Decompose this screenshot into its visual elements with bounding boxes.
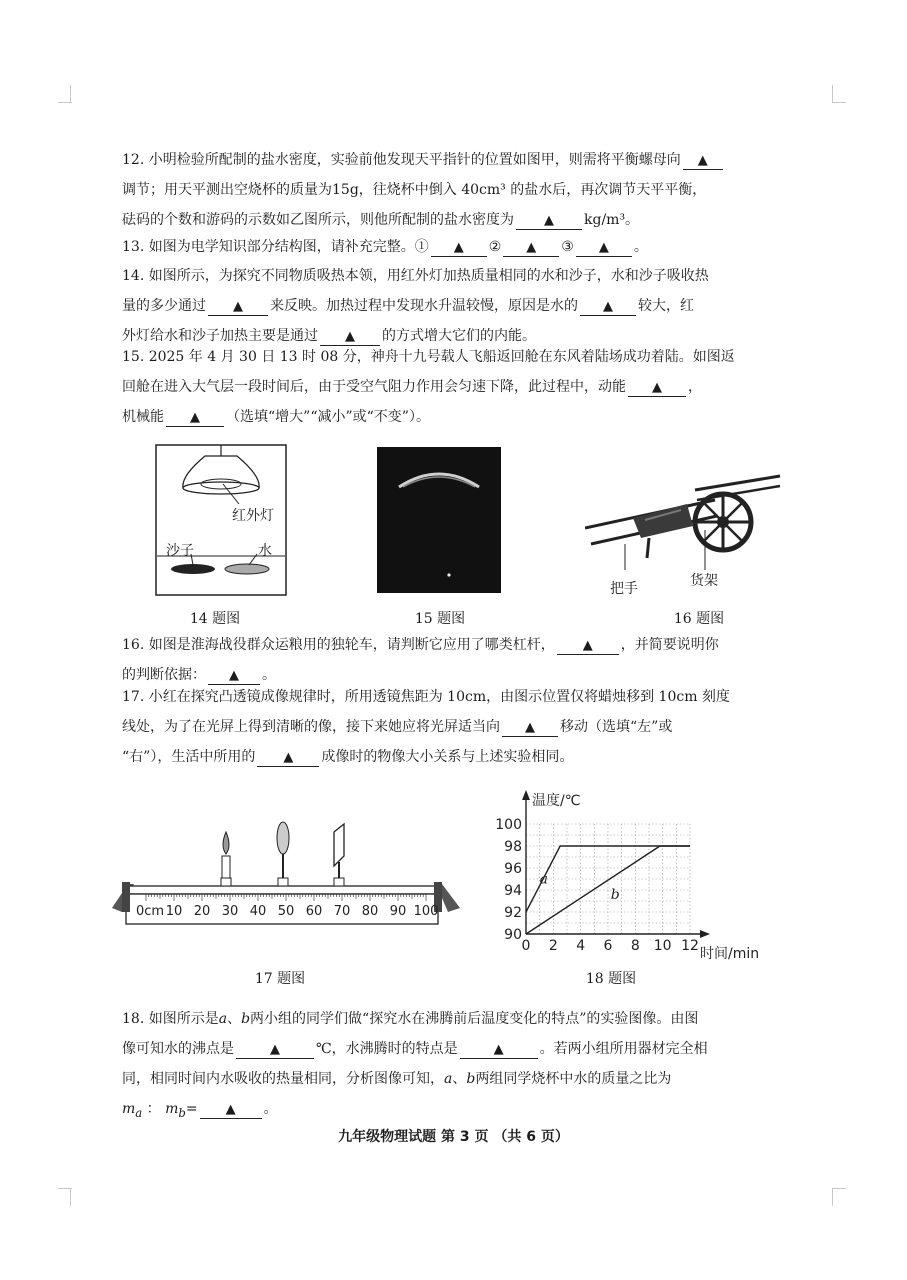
q15-line3b: （选填“增大”“减小”或“不变”）。 — [226, 409, 430, 425]
q16-line1b: ，并简要说明你 — [620, 637, 719, 653]
y-tick-label: 92 — [504, 905, 522, 921]
q12-line2: 调节；用天平测出空烧杯的质量为15g，往烧杯中倒入 40cm³ 的盐水后，再次调节天平平衡， — [122, 182, 707, 198]
ruler-number-label: 10 — [165, 904, 183, 919]
handle-label: 把手 — [610, 581, 638, 597]
figure-15-return-capsule-photo — [377, 447, 501, 593]
q14-line2a: 量的多少通过 — [122, 298, 206, 314]
mass-a-subscript: a — [135, 1105, 143, 1120]
q18-line3a: 同，相同时间内水吸收的热量相同，分析图像可知， — [122, 1071, 444, 1087]
ruler-unit-label: 0cm — [136, 904, 165, 919]
lamp-label: 红外灯 — [232, 508, 274, 524]
group-b-var: b — [241, 1011, 251, 1027]
q15-line3a: 机械能 — [122, 409, 164, 425]
q12-unit: kg/m³。 — [584, 212, 640, 228]
q17-line3b: 成像时的物像大小关系与上述实验相同。 — [321, 749, 574, 765]
mass-b: m — [165, 1101, 179, 1117]
ruler-number-label: 100 — [413, 904, 439, 919]
ruler-number-label: 20 — [193, 904, 211, 919]
ruler-number-label: 60 — [305, 904, 323, 919]
figure-18-caption: 18 题图 — [585, 971, 637, 987]
answer-blank[interactable]: ▲ — [166, 409, 224, 427]
answer-blank[interactable]: ▲ — [460, 1041, 538, 1059]
question-17 — [122, 682, 782, 772]
answer-blank[interactable]: ▲ — [557, 637, 619, 655]
q15-line2a: 回舱在进入大气层一段时间后，由于受空气阻力作用会匀速下降，此过程中，动能 — [122, 379, 626, 395]
q13-end: 。 — [633, 239, 648, 255]
crop-mark — [832, 1188, 833, 1206]
x-tick-label: 12 — [681, 938, 699, 954]
question-18 — [122, 1004, 782, 1128]
y-axis-arrow — [522, 790, 530, 800]
group-a-var: a — [218, 1011, 228, 1027]
mass-a: m — [122, 1101, 136, 1117]
ruler-number-label: 70 — [333, 904, 351, 919]
q18-sep: 、 — [227, 1011, 242, 1027]
x-tick-label: 6 — [603, 938, 613, 954]
q18-end: 。 — [263, 1101, 278, 1117]
answer-blank[interactable]: ▲ — [576, 239, 632, 257]
question-13 — [122, 232, 782, 262]
q18-line2a: 像可知水的沸点是 — [122, 1041, 234, 1057]
q15-line1: 15. 2025 年 4 月 30 日 13 时 08 分，神舟十九号载人飞船返回舱在东风着陆场成功着陆。如图返 — [122, 349, 735, 365]
q18-sep: 、 — [452, 1071, 467, 1087]
crop-mark — [58, 102, 72, 103]
q18-line3c: 两组同学烧杯中水的质量之比为 — [475, 1071, 672, 1087]
x-tick-label: 8 — [630, 938, 640, 954]
q17-line1: 17. 小红在探究凸透镜成像规律时，所用透镜焦距为 10cm，由图示位置仅将蜡烛移到 10cm 刻度 — [122, 689, 730, 705]
answer-blank[interactable]: ▲ — [320, 328, 380, 346]
ratio-colon: ： — [142, 1101, 161, 1117]
q16-line2a: 的判断依据： — [122, 667, 206, 683]
figure-14-caption: 14 题图 — [189, 611, 241, 627]
y-tick-label: 100 — [495, 817, 522, 833]
series-label-a: a — [539, 871, 549, 888]
q14-line3a: 外灯给水和沙子加热主要是通过 — [122, 328, 318, 344]
crop-mark — [70, 1188, 71, 1206]
ruler-number-label: 50 — [277, 904, 295, 919]
q15-line2b: ， — [688, 379, 702, 395]
q18-line2c: 。若两小组所用器材完全相 — [539, 1041, 708, 1057]
x-tick-label: 0 — [521, 938, 531, 954]
sand-label: 沙子 — [166, 543, 194, 559]
y-tick-label: 90 — [504, 927, 522, 943]
q14-line2c: 较大，红 — [638, 298, 694, 314]
group-a-var: a — [444, 1071, 453, 1087]
ruler-number-label: 80 — [361, 904, 379, 919]
mass-b-subscript: b — [178, 1105, 186, 1120]
answer-blank[interactable]: ▲ — [516, 212, 582, 230]
answer-blank[interactable]: ▲ — [683, 152, 723, 170]
q17-line2a: 线处，为了在光屏上得到清晰的像，接下来她应将光屏适当向 — [122, 719, 500, 735]
q14-line2b: 来反映。加热过程中发现水升温较慢，原因是水的 — [270, 298, 578, 314]
answer-blank[interactable]: ▲ — [502, 719, 558, 737]
q13-text: 13. 如图为电学知识部分结构图，请补充完整。① — [122, 239, 429, 255]
q16-line1a: 16. 如图是淮海战役群众运粮用的独轮车，请判断它应用了哪类杠杆， — [122, 637, 555, 653]
answer-blank[interactable]: ▲ — [503, 239, 559, 257]
figure-17-optical-bench — [108, 812, 463, 932]
x-axis-label: 时间/min — [700, 946, 760, 962]
q14-line3b: 的方式增大它们的内能。 — [382, 328, 536, 344]
q16-line2b: 。 — [262, 667, 276, 683]
crop-mark — [70, 85, 71, 103]
figure-18-chart — [490, 784, 790, 968]
figure-16-caption: 16 题图 — [673, 611, 725, 627]
crop-mark — [58, 1188, 72, 1189]
ruler-number-label: 90 — [389, 904, 407, 919]
crop-mark — [832, 85, 833, 103]
q13-marker-2: ② — [488, 239, 502, 255]
q17-line2b: 移动（选填“左”或 — [560, 719, 673, 735]
figure-17-caption: 17 题图 — [254, 971, 306, 987]
ratio-equals: = — [185, 1101, 198, 1117]
figure-15-caption: 15 题图 — [414, 611, 466, 627]
q12-line1: 12. 小明检验所配制的盐水密度，实验前他发现天平指针的位置如图甲，则需将平衡螺母向 — [122, 152, 681, 168]
question-14 — [122, 261, 782, 351]
ruler-number-label: 40 — [249, 904, 267, 919]
x-tick-label: 10 — [653, 938, 672, 954]
figure-16-wheelbarrow — [585, 460, 785, 570]
ruler-number-label: 30 — [221, 904, 239, 919]
q18-line1c: 两小组的同学们做“探究水在沸腾前后温度变化的特点”的实验图像。由图 — [250, 1011, 699, 1027]
answer-blank[interactable]: ▲ — [208, 298, 268, 316]
answer-blank[interactable]: ▲ — [257, 749, 319, 767]
answer-blank[interactable]: ▲ — [431, 239, 487, 257]
group-b-var: b — [466, 1071, 476, 1087]
crop-mark — [832, 1188, 846, 1189]
q13-marker-3: ③ — [561, 239, 574, 255]
answer-blank[interactable]: ▲ — [580, 298, 636, 316]
y-tick-label: 94 — [504, 883, 522, 899]
q18-line2b: ℃，水沸腾时的特点是 — [316, 1041, 458, 1057]
q12-line3: 砝码的个数和游码的示数如乙图所示，则他所配制的盐水密度为 — [122, 212, 514, 228]
q17-line3a: “右”），生活中所用的 — [122, 749, 256, 765]
x-tick-label: 2 — [548, 938, 558, 954]
question-16 — [122, 630, 782, 690]
x-axis-arrow — [700, 930, 710, 938]
y-axis-label: 温度/℃ — [532, 793, 581, 809]
question-15 — [122, 342, 782, 432]
y-tick-label: 98 — [504, 839, 522, 855]
page-footer: 九年级物理试题 第 3 页 （共 6 页） — [338, 1129, 569, 1145]
q14-line1: 14. 如图所示，为探究不同物质吸热本领，用红外灯加热质量相同的水和沙子，水和沙子吸收热 — [122, 268, 709, 284]
x-tick-label: 4 — [576, 938, 586, 954]
water-label: 水 — [258, 543, 272, 559]
answer-blank[interactable]: ▲ — [236, 1041, 314, 1059]
question-12 — [122, 145, 782, 235]
y-tick-label: 96 — [504, 861, 522, 877]
rack-label: 货架 — [690, 573, 718, 589]
crop-mark — [832, 102, 846, 103]
answer-blank[interactable]: ▲ — [628, 379, 686, 397]
series-label-b: b — [610, 886, 620, 903]
answer-blank[interactable]: ▲ — [200, 1101, 262, 1119]
q18-line1a: 18. 如图所示是 — [122, 1011, 219, 1027]
answer-blank[interactable]: ▲ — [208, 667, 260, 685]
